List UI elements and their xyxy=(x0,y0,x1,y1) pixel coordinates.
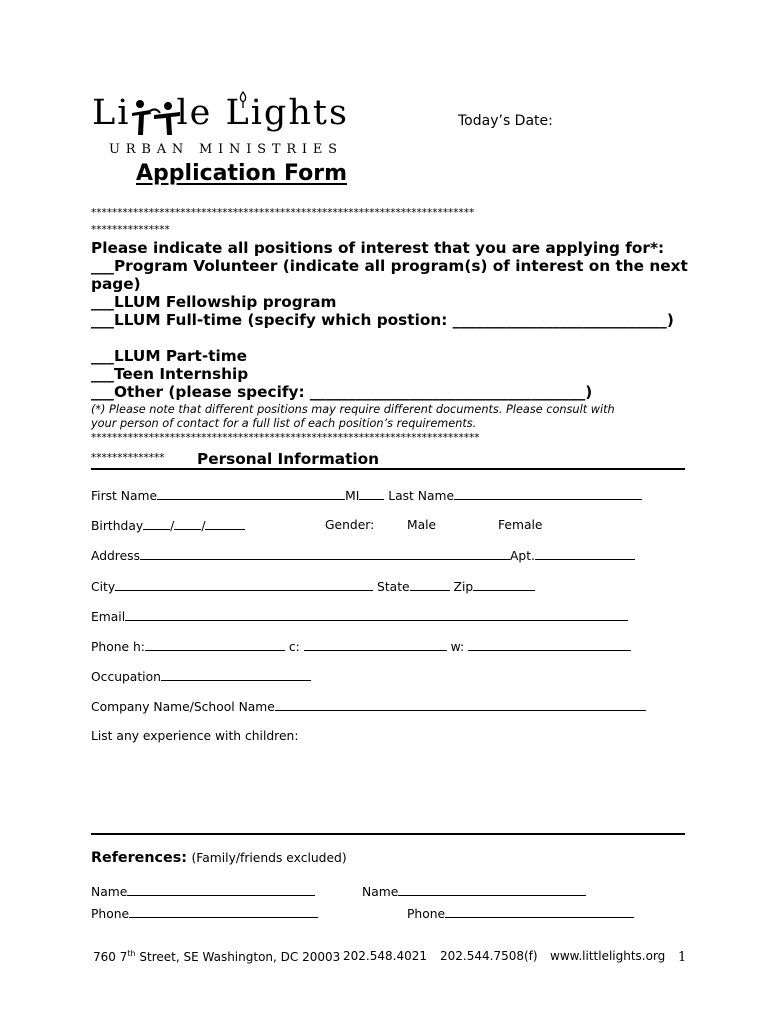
section-divider xyxy=(91,833,685,835)
position-option-full-time[interactable]: ___LLUM Full-time (specify which postion: ____________________________) xyxy=(91,311,674,329)
page-number: 1 xyxy=(678,950,687,965)
company-row xyxy=(91,699,646,714)
separator-stars: ************************************************************************** xyxy=(91,432,480,444)
position-option-teen-internship[interactable]: ___Teen Internship xyxy=(91,365,249,383)
section-divider xyxy=(91,468,685,470)
zip-field[interactable] xyxy=(473,579,535,591)
email-row xyxy=(91,609,628,624)
phone-cell-field[interactable] xyxy=(304,639,447,651)
email-field[interactable] xyxy=(125,609,628,621)
references-heading-row xyxy=(91,850,347,866)
occupation-row xyxy=(91,669,311,684)
mi-label: MI xyxy=(345,489,360,503)
footer-phone: 202.548.4021 xyxy=(343,949,427,963)
reference-1-phone-field[interactable] xyxy=(129,906,318,918)
city-row xyxy=(91,579,535,594)
footer-address-number: 760 7 xyxy=(93,950,128,964)
gender-option-female[interactable]: Female xyxy=(498,518,543,532)
phone-row xyxy=(91,639,631,654)
reference-2-phone-label: Phone xyxy=(407,907,446,921)
email-label: Email xyxy=(91,610,126,624)
position-option-program-volunteer[interactable]: ___Program Volunteer (indicate all program(s) of interest on the next xyxy=(91,257,688,275)
separator-stars: ************** xyxy=(91,452,165,464)
logo-subtitle: URBAN MINISTRIES xyxy=(109,142,343,157)
section-heading-personal: Personal Information xyxy=(197,450,380,468)
address-label: Address xyxy=(91,549,140,563)
reference-1-phone-label: Phone xyxy=(91,907,130,921)
apt-field[interactable] xyxy=(535,548,635,560)
first-name-field[interactable] xyxy=(157,488,345,500)
first-name-label: First Name xyxy=(91,489,158,503)
footer-website[interactable]: www.littlelights.org xyxy=(550,949,666,963)
reference-2-name-label: Name xyxy=(362,885,399,899)
phone-home-label: Phone h: xyxy=(91,640,145,654)
separator-stars: *************** xyxy=(91,224,170,236)
logo-text-mid: le xyxy=(176,93,213,133)
logo-text-left: Li xyxy=(92,93,131,133)
references-heading: References: xyxy=(91,850,187,866)
experience-label: List any experience with children: xyxy=(91,729,299,743)
date-separator: / xyxy=(201,519,206,533)
phone-home-field[interactable] xyxy=(145,639,285,651)
last-name-label: Last Name xyxy=(388,489,455,503)
state-field[interactable] xyxy=(410,579,450,591)
reference-1-name-label: Name xyxy=(91,885,128,899)
todays-date-label: Today’s Date: xyxy=(458,113,553,129)
company-label: Company Name/School Name xyxy=(91,700,275,714)
mi-field[interactable] xyxy=(359,488,384,500)
logo-text-right: Lights xyxy=(225,93,349,133)
gender-option-male[interactable]: Male xyxy=(407,518,437,532)
reference-2-phone-row xyxy=(407,906,634,921)
reference-2-name-field[interactable] xyxy=(398,884,586,896)
reference-2-phone-field[interactable] xyxy=(445,906,634,918)
last-name-field[interactable] xyxy=(454,488,642,500)
birthday-row xyxy=(91,518,245,533)
company-field[interactable] xyxy=(275,699,646,711)
first-name-row xyxy=(91,488,642,503)
reference-1-name-row xyxy=(91,884,315,899)
city-label: City xyxy=(91,580,116,594)
phone-work-field[interactable] xyxy=(468,639,631,651)
children-figures-icon xyxy=(130,97,182,137)
footer-address-street: Street, SE Washington, DC 20003 xyxy=(135,950,341,964)
birthday-year-field[interactable] xyxy=(205,518,245,530)
position-option-part-time[interactable]: ___LLUM Part-time xyxy=(91,347,248,365)
phone-work-label: w: xyxy=(450,640,465,654)
references-note: (Family/friends excluded) xyxy=(191,851,347,865)
address-field[interactable] xyxy=(140,548,510,560)
footer-address xyxy=(93,949,340,964)
birthday-label: Birthday xyxy=(91,519,144,533)
address-row xyxy=(91,548,635,563)
birthday-day-field[interactable] xyxy=(174,518,201,530)
separator-stars: ************************************************************************* xyxy=(91,207,475,219)
occupation-field[interactable] xyxy=(161,669,311,681)
positions-intro: Please indicate all positions of interest that you are applying for*: xyxy=(91,239,665,257)
positions-note-cont: your person of contact for a full list of each position’s requirements. xyxy=(91,417,477,430)
flame-icon xyxy=(237,91,249,109)
reference-1-phone-row xyxy=(91,906,318,921)
date-separator: / xyxy=(170,519,175,533)
city-field[interactable] xyxy=(115,579,373,591)
zip-label: Zip xyxy=(453,580,474,594)
gender-label: Gender: xyxy=(325,518,375,532)
reference-2-name-row xyxy=(362,884,586,899)
page-title: Application Form xyxy=(136,161,348,186)
occupation-label: Occupation xyxy=(91,670,161,684)
state-label: State xyxy=(377,580,410,594)
experience-textarea[interactable] xyxy=(91,748,685,828)
apt-label: Apt. xyxy=(509,549,535,563)
position-option-fellowship[interactable]: ___LLUM Fellowship program xyxy=(91,293,337,311)
positions-note: (*) Please note that different positions may require different documents. Please consult with xyxy=(91,403,615,416)
phone-cell-label: c: xyxy=(288,640,300,654)
position-option-other[interactable]: ___Other (please specify: ____________________________________) xyxy=(91,383,593,401)
birthday-month-field[interactable] xyxy=(143,518,170,530)
footer-address-suffix: th xyxy=(127,949,136,958)
reference-1-name-field[interactable] xyxy=(127,884,315,896)
position-option-program-volunteer-cont: page) xyxy=(91,275,141,293)
footer-fax: 202.544.7508(f) xyxy=(440,949,538,963)
